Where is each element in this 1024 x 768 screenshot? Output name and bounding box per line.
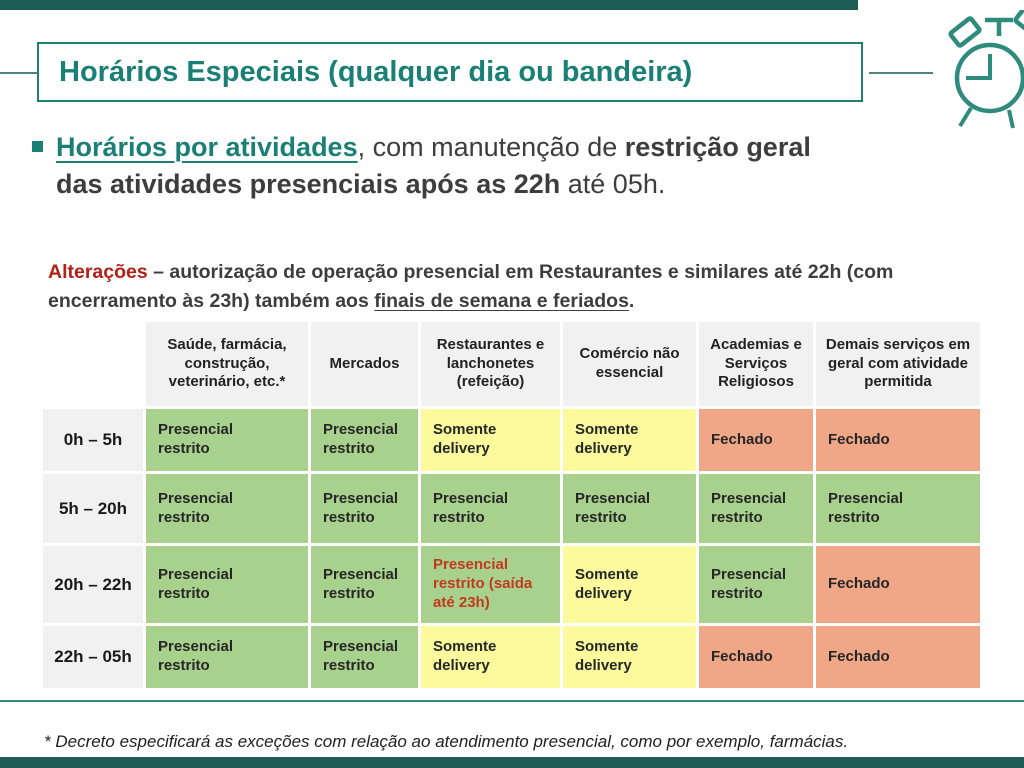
row-label: 20h – 22h (43, 546, 143, 623)
note-period: . (628, 289, 635, 312)
title-box (37, 42, 863, 102)
cell-text: Presencial restrito (saída até 23h) (433, 556, 533, 611)
alteracoes-note (48, 258, 978, 316)
cell-text: Presencial restrito (323, 421, 399, 457)
cell-text: Presencial restrito (828, 489, 904, 526)
cell-text: Presencial restrito (158, 421, 234, 457)
table-cell (563, 409, 696, 471)
bullet-text (56, 129, 811, 203)
table-cell (816, 474, 980, 543)
table-cell (146, 626, 308, 688)
cell-text: Fechado (828, 430, 890, 448)
note-segment-1: – autorização de operação presencial em Restaurantes e similares até 22h (com (147, 260, 894, 283)
cell-text: Presencial restrito (433, 489, 509, 526)
table-cell (421, 474, 560, 543)
bullet-marker (32, 141, 43, 152)
cell-text: Presencial restrito (323, 489, 399, 526)
main-bullet-paragraph (32, 129, 982, 203)
column-header: Comércio não essencial (563, 322, 696, 406)
bullet-tail: até 05h. (560, 169, 666, 199)
table-cell (699, 546, 813, 623)
cell-text: Presencial restrito (711, 565, 787, 602)
bullet-regular-1: , com manutenção de (357, 132, 625, 162)
alarm-clock-icon (933, 10, 1024, 132)
table-cell (146, 546, 308, 623)
table-cell (699, 409, 813, 471)
cell-text: Somente delivery (575, 421, 639, 457)
row-label: 22h – 05h (43, 626, 143, 688)
table-cell (699, 626, 813, 688)
cell-text: Somente delivery (575, 565, 639, 602)
table-cell (563, 474, 696, 543)
top-accent-bar (0, 0, 858, 10)
table-cell (563, 626, 696, 688)
cell-text: Fechado (711, 430, 773, 448)
cell-text: Presencial restrito (158, 565, 234, 602)
row-label: 0h – 5h (43, 409, 143, 471)
row-label: 5h – 20h (43, 474, 143, 543)
cell-text: Presencial restrito (323, 565, 399, 602)
bullet-bold-1: restrição geral (624, 132, 811, 162)
cell-text: Fechado (711, 647, 773, 665)
alteracoes-label: Alterações (48, 260, 148, 283)
title-connector-line-right (869, 72, 933, 74)
table-cell (421, 546, 560, 623)
schedule-table (43, 322, 980, 688)
cell-text: Somente delivery (575, 638, 639, 674)
table-cell (421, 626, 560, 688)
column-header: Restaurantes e lanchonetes (refeição) (421, 322, 560, 406)
column-header: Academias e Serviços Religiosos (699, 322, 813, 406)
cell-text: Fechado (828, 647, 890, 665)
table-cell (146, 474, 308, 543)
note-segment-2: encerramento às 23h) também aos (48, 289, 375, 312)
cell-text: Presencial restrito (158, 489, 234, 526)
table-cell (311, 626, 418, 688)
note-underlined: finais de semana e feriados (374, 289, 629, 312)
table-cell (311, 546, 418, 623)
cell-text: Presencial restrito (323, 638, 399, 674)
cell-text: Fechado (828, 575, 890, 593)
cell-text: Presencial restrito (158, 638, 234, 674)
table-cell (421, 409, 560, 471)
bottom-accent-bar (0, 757, 1024, 768)
table-cell (816, 626, 980, 688)
column-header: Demais serviços em geral com atividade permitida (816, 322, 980, 406)
cell-text: Presencial restrito (575, 489, 651, 526)
table-cell (311, 474, 418, 543)
column-header: Saúde, farmácia, construção, veterinário, etc.* (146, 322, 308, 406)
cell-text: Presencial restrito (711, 489, 787, 526)
cell-text: Somente delivery (433, 421, 497, 457)
cell-text: Somente delivery (433, 638, 497, 674)
table-cell (311, 409, 418, 471)
slide-title: Horários Especiais (qualquer dia ou bandeira) (59, 55, 693, 88)
bottom-rule-line (0, 700, 1024, 702)
table-cell (816, 409, 980, 471)
table-cell (816, 546, 980, 623)
table-cell (563, 546, 696, 623)
table-cell (146, 409, 308, 471)
table-corner-cell (43, 322, 143, 406)
table-cell (699, 474, 813, 543)
footnote: * Decreto especificará as exceções com relação ao atendimento presencial, como por exemplo, farmácias. (44, 732, 849, 751)
bullet-lead-link-style: Horários por atividades (56, 132, 358, 162)
title-connector-line-left (0, 72, 38, 74)
column-header: Mercados (311, 322, 418, 406)
bullet-bold-2: das atividades presenciais após as 22h (56, 169, 561, 199)
